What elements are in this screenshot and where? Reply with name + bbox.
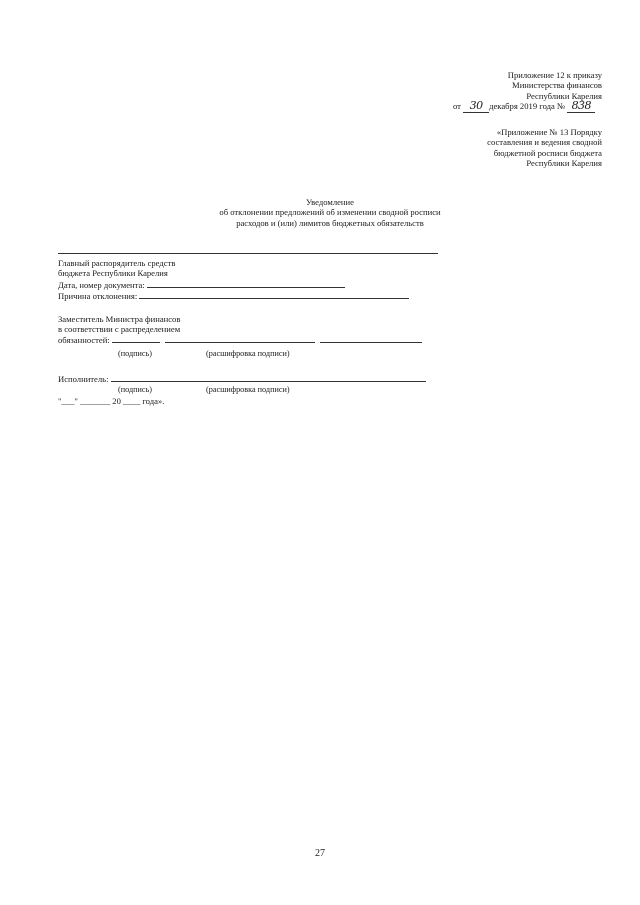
deputy-sign-caption: (подпись) (118, 349, 152, 358)
deputy-decode-caption: (расшифровка подписи) (206, 349, 290, 358)
executor-label: Исполнитель: (58, 374, 109, 384)
executor-decode-caption: (расшифровка подписи) (206, 385, 290, 394)
title-line-2: об отклонении предложений об изменении сводной росписи (219, 207, 441, 218)
deputy-line-1: Заместитель Министра финансов (58, 314, 181, 324)
deputy-line-2: в соответствии с распределением (58, 324, 181, 335)
page-number: 27 (315, 848, 325, 859)
manager-top-line (58, 253, 438, 254)
deputy-decode-field (165, 335, 315, 343)
reason-field (139, 291, 409, 299)
appendix-line-1: «Приложение № 13 Порядку (496, 127, 602, 137)
document-field (147, 280, 345, 288)
appendix-reference (487, 127, 602, 169)
appendix-line-4: Республики Карелия (526, 158, 602, 169)
appendix-line-2: составления и ведения сводной (487, 137, 602, 148)
deputy-sign-field (112, 335, 160, 343)
deputy-block (58, 314, 422, 345)
date-text: декабря 2019 года № (489, 101, 566, 111)
deputy-line-3: обязанностей: (58, 334, 110, 345)
order-line-3: Республики Карелия (526, 90, 602, 101)
executor-row (58, 374, 426, 384)
handwritten-day: 30 (469, 99, 483, 112)
manager-line-2: бюджета Республики Карелия (58, 268, 168, 279)
signature-date: "___" _______ 20 ____ года». (58, 396, 165, 406)
manager-label (58, 258, 175, 279)
reason-label: Причина отклонения: (58, 291, 138, 301)
manager-line-1: Главный распорядитель средств (58, 258, 176, 268)
appendix-line-3: бюджетной росписи бюджета (493, 147, 602, 158)
order-line-2: Министерства финансов (512, 80, 602, 91)
date-prefix: от (453, 101, 461, 111)
executor-field (111, 374, 426, 382)
notice-title (150, 197, 510, 228)
title-line-1: Уведомление (306, 197, 354, 207)
order-line-1: Приложение 12 к приказу (507, 70, 602, 80)
reason-row (58, 291, 409, 301)
order-date-line (453, 99, 595, 113)
deputy-extra-field (320, 335, 422, 343)
order-reference (508, 70, 602, 101)
handwritten-number: 838 (571, 99, 592, 112)
document-label: Дата, номер документа: (58, 280, 145, 290)
title-line-3: расходов и (или) лимитов бюджетных обязательств (236, 217, 424, 228)
document-row (58, 280, 345, 290)
executor-sign-caption: (подпись) (118, 385, 152, 394)
